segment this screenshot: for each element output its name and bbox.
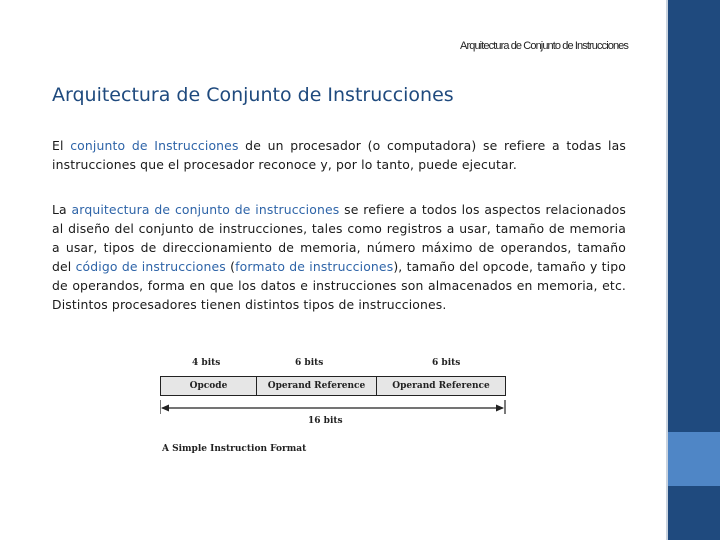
field-operand-reference-1: Operand Reference xyxy=(257,377,377,395)
sidebar-band-middle xyxy=(668,432,720,486)
highlight-term: código de instrucciones xyxy=(75,259,226,274)
total-width-arrow xyxy=(160,400,506,426)
field-operand-reference-2: Operand Reference xyxy=(392,381,490,391)
field-opcode: Opcode xyxy=(161,377,257,395)
total-bits-label: 16 bits xyxy=(308,416,343,426)
highlight-term: formato de instrucciones xyxy=(235,259,394,274)
header-title: Arquitectura de Conjunto de Instrucciones xyxy=(460,40,628,52)
bits-label-opcode: 4 bits xyxy=(192,358,221,368)
bits-label-operand-2: 6 bits xyxy=(432,358,461,368)
slide-title: Arquitectura de Conjunto de Instrucciones xyxy=(52,84,454,106)
paragraph-definition xyxy=(52,136,626,174)
paragraph-text: ( xyxy=(225,259,236,274)
figure-caption: A Simple Instruction Format xyxy=(162,444,307,454)
paragraph-text: de un procesador (o computadora) se refiere a todas las instrucciones que el procesador reconoce y, por lo tanto, puede ejecutar. xyxy=(52,138,626,172)
instruction-format-figure xyxy=(154,340,518,470)
bits-label-operand-1: 6 bits xyxy=(295,358,324,368)
paragraph-text: se refiere a todos los aspectos relacionados al diseño del conjunto de instrucciones, tales como registros a usar, tamaño de memoria a usar, tipos de direccionamiento de memoria, número máximo de operandos, tamaño del xyxy=(52,202,626,274)
paragraph-text: El xyxy=(52,138,71,153)
paragraph-text: ), tamaño del opcode, tamaño y tipo de operandos, forma en que los datos e instrucciones son almacenados en memoria, etc. Distintos procesadores tienen distintos tipos de instrucciones. xyxy=(52,259,626,312)
sidebar-band-top xyxy=(668,0,720,432)
instruction-format-box xyxy=(160,376,506,396)
sidebar-band-bottom xyxy=(668,486,720,540)
highlight-term: conjunto de Instrucciones xyxy=(70,138,239,153)
paragraph-isa xyxy=(52,200,626,314)
highlight-term: arquitectura de conjunto de instrucciones xyxy=(71,202,340,217)
paragraph-text: La xyxy=(52,202,72,217)
